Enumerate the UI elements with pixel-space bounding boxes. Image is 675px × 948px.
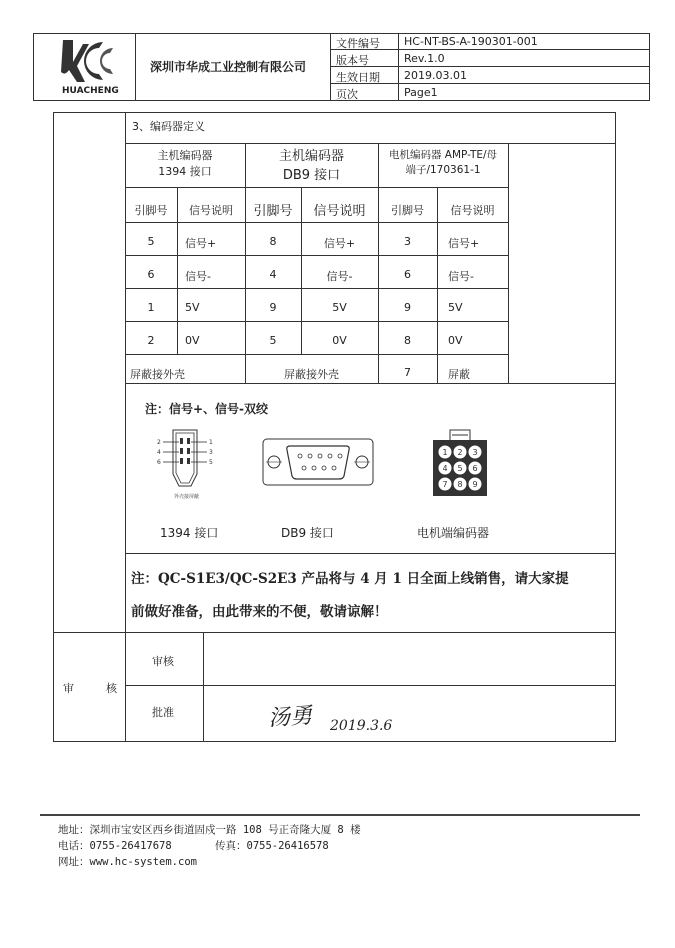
svg-text:3: 3 (472, 448, 478, 457)
cell: 3 (404, 235, 411, 248)
diagram-label-db9: DB9 接口 (281, 526, 334, 540)
notice-line-1: 注：QC-S1E3/QC-S2E3 产品将与 4 月 1 日全面上线销售，请大家提 (131, 571, 569, 587)
approve-row-label: 批准 (152, 706, 174, 719)
field-value-page: Page1 (404, 86, 438, 99)
footer-fax: 传真：0755-26416578 (215, 840, 329, 852)
hc-logo-icon (55, 36, 125, 86)
footer-website: 网址：www.hc-system.com (58, 856, 197, 868)
cell: 0V (448, 334, 463, 347)
cell: 5V (185, 301, 200, 314)
group-header-db9 (245, 145, 378, 183)
svg-text:5: 5 (209, 459, 213, 466)
review-row-label: 审核 (152, 655, 174, 668)
cell: 7 (404, 366, 411, 379)
logo-text: HUACHENG (62, 86, 119, 96)
company-name: 深圳市华成工业控制有限公司 (150, 60, 307, 74)
svg-text:5: 5 (457, 464, 463, 473)
note-twisted-pair: 注：信号+、信号-双绞 (145, 402, 269, 416)
diagram-label-1394: 1394 接口 (160, 526, 219, 540)
svg-text:3: 3 (209, 449, 213, 456)
signature-date: 2019.3.6 (330, 718, 393, 734)
review-label-left: 审 (63, 682, 74, 695)
cell: 5 (269, 334, 277, 347)
field-label-page: 页次 (336, 88, 358, 101)
footer-address: 地址：深圳市宝安区西乡街道固戍一路 108 号正奇隆大厦 8 楼 (58, 824, 361, 836)
field-label-version: 版本号 (336, 54, 369, 67)
group-1394-line2: 1394 接口 (158, 165, 212, 178)
svg-text:9: 9 (472, 480, 478, 489)
cell: 屏蔽接外壳 (284, 368, 339, 381)
cell: 屏蔽 (448, 368, 470, 381)
cell: 2 (147, 334, 155, 347)
field-label-doc-no: 文件编号 (336, 37, 380, 50)
cell: 信号+ (323, 237, 356, 250)
footer-phone: 电话：0755-26417678 (58, 840, 172, 852)
cell: 8 (269, 235, 277, 248)
col-header: 信号说明 (450, 204, 495, 217)
cell: 信号- (326, 270, 353, 283)
svg-text:7: 7 (442, 480, 448, 489)
svg-text:6: 6 (472, 464, 478, 473)
col-header: 信号说明 (313, 204, 366, 219)
connector-1394-diagram (155, 428, 215, 503)
cell: 信号- (448, 270, 474, 283)
group-header-1394 (125, 147, 245, 179)
svg-text:1: 1 (209, 439, 213, 446)
connector-motor-icon (430, 428, 490, 498)
field-value-version: Rev.1.0 (404, 52, 445, 65)
cell: 信号+ (448, 237, 480, 250)
group-db9-line1: 主机编码器 (278, 149, 344, 164)
company-logo (55, 36, 125, 86)
group-1394-line1: 主机编码器 (157, 149, 213, 162)
cell: 9 (404, 301, 411, 314)
cell: 0V (332, 334, 347, 347)
cell: 6 (147, 268, 155, 281)
svg-text:外壳接屏蔽: 外壳接屏蔽 (174, 494, 200, 500)
cell: 4 (269, 268, 277, 281)
field-value-effective-date: 2019.03.01 (404, 69, 467, 82)
cell: 0V (185, 334, 200, 347)
col-header: 信号说明 (189, 204, 233, 217)
cell: 屏蔽接外壳 (130, 368, 185, 381)
cell: 5 (147, 235, 155, 248)
group-motor-line1: 电机编码器 AMP-TE/母 (388, 149, 498, 161)
notice-line-2: 前做好准备，由此带来的不便，敬请谅解！ (131, 604, 388, 620)
connector-db9-diagram (262, 438, 374, 486)
svg-text:4: 4 (157, 449, 161, 456)
group-motor-line2: 端子/170361-1 (405, 164, 481, 176)
review-label-right: 核 (106, 682, 117, 695)
svg-text:8: 8 (457, 480, 463, 489)
svg-text:2: 2 (457, 448, 463, 457)
svg-text:2: 2 (157, 439, 161, 446)
cell: 5V (332, 301, 347, 314)
cell: 8 (404, 334, 411, 347)
group-header-motor (378, 147, 508, 177)
field-label-effective-date: 生效日期 (336, 71, 380, 84)
connector-1394-icon (155, 428, 215, 503)
cell: 信号+ (185, 237, 217, 250)
group-db9-line2: DB9 接口 (282, 168, 341, 183)
section-title: 3、编码器定义 (132, 120, 205, 133)
col-header: 引脚号 (391, 204, 424, 217)
signature: 汤勇 (267, 703, 313, 732)
cell: 信号- (185, 270, 211, 283)
col-header: 引脚号 (134, 204, 168, 217)
svg-text:1: 1 (442, 448, 448, 457)
cell: 9 (269, 301, 277, 314)
cell: 1 (147, 301, 155, 314)
connector-db9-icon (262, 438, 374, 486)
cell: 6 (404, 268, 411, 281)
svg-text:4: 4 (442, 464, 448, 473)
svg-text:6: 6 (157, 459, 161, 466)
col-header: 引脚号 (253, 204, 293, 219)
field-value-doc-no: HC-NT-BS-A-190301-001 (404, 35, 538, 48)
cell: 5V (448, 301, 463, 314)
diagram-label-motor: 电机端编码器 (417, 526, 490, 540)
connector-motor-diagram (430, 428, 490, 498)
